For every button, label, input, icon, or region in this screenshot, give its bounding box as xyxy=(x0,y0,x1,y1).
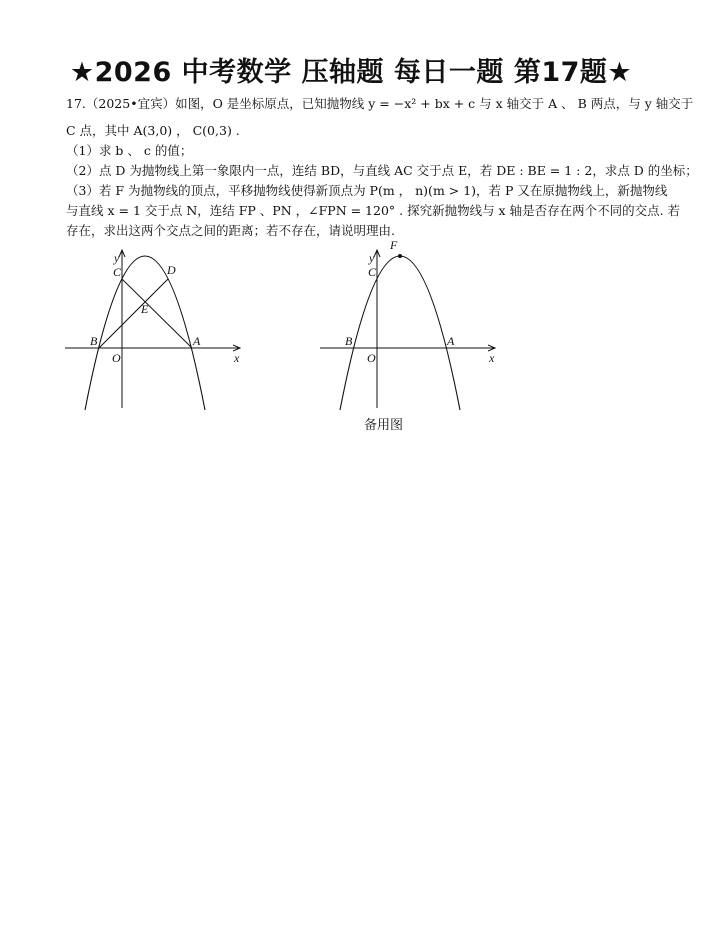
label-a: A xyxy=(447,334,455,348)
problem-part-1: （1）求 b 、 c 的值； xyxy=(66,143,193,158)
parabola xyxy=(85,256,205,410)
problem-part-3-end: 存在，求出这两个交点之间的距离；若不存在，请说明理由. xyxy=(66,223,395,238)
label-x: x xyxy=(489,351,495,365)
problem-part-3: （3）若 F 为抛物线的顶点，平移抛物线使得新顶点为 P(m ， n)(m > 1)，若 P 又在原抛物线上，新抛物线 xyxy=(66,183,668,198)
figure-2 xyxy=(320,238,495,410)
label-b: B xyxy=(90,334,98,348)
vertex-point xyxy=(398,254,402,258)
label-c: C xyxy=(113,265,122,279)
label-e: E xyxy=(141,302,149,316)
label-a: A xyxy=(193,334,201,348)
label-x: x xyxy=(234,351,240,365)
figure-caption: 备用图 xyxy=(364,418,404,433)
label-c: C xyxy=(368,265,377,279)
problem-line-1: 17.（2025•宜宾）如图，O 是坐标原点，已知抛物线 y = −x² + bx + c 与 x 轴交于 A 、 B 两点，与 y 轴交于 xyxy=(66,96,694,111)
label-o: O xyxy=(367,351,376,365)
parabola xyxy=(340,256,460,410)
problem-part-2: （2）点 D 为抛物线上第一象限内一点，连结 BD，与直线 AC 交于点 E，若 DE : BE = 1 : 2，求点 D 的坐标； xyxy=(66,163,698,178)
label-d: D xyxy=(167,263,176,277)
label-y: y xyxy=(369,251,375,265)
label-o: O xyxy=(112,351,121,365)
figure-1 xyxy=(65,250,240,410)
label-f: F xyxy=(390,238,398,252)
problem-part-3-cont: 与直线 x = 1 交于点 N，连结 FP 、PN ，∠FPN = 120° . 探究新抛物线与 x 轴是否存在两个不同的交点. 若 xyxy=(66,203,681,218)
problem-line-2: C 点，其中 A(3,0) ， C(0,3) . xyxy=(66,123,240,138)
label-b: B xyxy=(345,334,353,348)
page-title: ★2026 中考数学 压轴题 每日一题 第17题★ xyxy=(69,57,633,88)
label-y: y xyxy=(114,251,120,265)
